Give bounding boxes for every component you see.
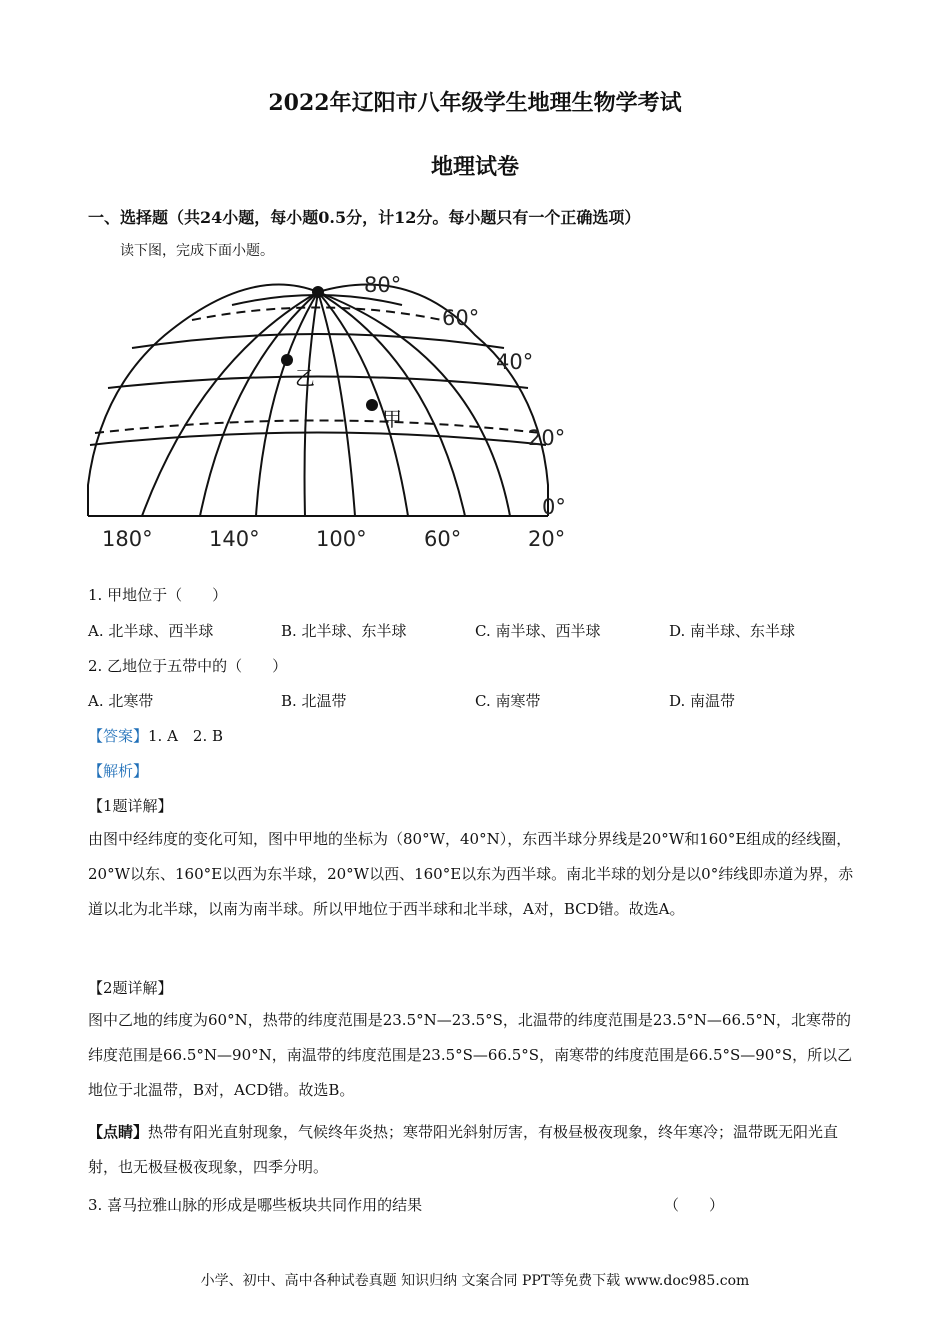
- pole-point: [312, 286, 324, 298]
- meridian-3: [256, 292, 318, 516]
- page-title: 2022年辽阳市八年级学生地理生物学考试: [268, 90, 682, 116]
- lon-label-60: 60°: [424, 527, 462, 551]
- lon-label-20: 20°: [528, 527, 566, 551]
- instruction-text: 读下图，完成下面小题。: [120, 243, 274, 259]
- lat-label-80: 80°: [364, 273, 402, 297]
- meridian-4: [305, 292, 318, 516]
- answer-line: [88, 725, 223, 746]
- q1-option-c: C. 南半球、西半球: [475, 622, 601, 640]
- detail2-tag: 【2题详解】: [88, 979, 173, 997]
- page-footer: 小学、初中、高中各种试卷真题 知识归纳 文案合同 PPT等免费下载 www.doc985.com: [200, 1273, 750, 1289]
- q2-option-d: D. 南温带: [669, 692, 736, 710]
- lon-label-180: 180°: [102, 527, 153, 551]
- q3-stem: 3. 喜马拉雅山脉的形成是哪些板块共同作用的结果: [88, 1196, 423, 1214]
- parallel-30: [108, 377, 528, 389]
- point-yi-marker: [281, 354, 293, 366]
- page-subtitle: 地理试卷: [430, 154, 519, 180]
- lon-label-140: 140°: [209, 527, 260, 551]
- meridian-8: [318, 292, 510, 516]
- parallel-0: [90, 433, 546, 446]
- lat-label-60: 60°: [442, 306, 480, 330]
- lat-label-20: 20°: [528, 426, 566, 450]
- point-yi-label: 乙: [295, 366, 315, 390]
- parallel-40: [132, 334, 504, 348]
- q1-option-a: A. 北半球、西半球: [88, 622, 214, 640]
- detail1-tag: 【1题详解】: [88, 797, 173, 815]
- detail2-text: 图中乙地的纬度为60°N，热带的纬度范围是23.5°N—23.5°S，北温带的纬度范围是23.5°N—66.5°N，北寒带的纬度范围是66.5°N—90°N，南温带的纬度范围是23.5°S—66.5°S，南寒带的纬度范围是66.5°S—90°S，所以乙地位于北温带，B对，ACD错。故选B。: [88, 1011, 853, 1099]
- q1-stem: 1. 甲地位于（ ）: [88, 586, 228, 604]
- tip-paragraph: [88, 1115, 863, 1185]
- lat-label-0: 0°: [542, 495, 566, 519]
- parallel-60: [192, 308, 442, 321]
- point-jia-marker: [366, 399, 378, 411]
- q2-option-a: A. 北寒带: [88, 692, 154, 710]
- tip-text: 热带有阳光直射现象，气候终年炎热；寒带阳光斜射厉害，有极昼极夜现象，终年寒冷；温带既无阳光直射，也无极昼极夜现象，四季分明。: [88, 1123, 839, 1176]
- latlon-grid-figure: [80, 270, 580, 560]
- q3-blank: （ ）: [664, 1196, 725, 1214]
- lat-label-40: 40°: [496, 350, 534, 374]
- q2-option-c: C. 南寒带: [475, 692, 541, 710]
- tip-tag: 【点睛】: [88, 1123, 149, 1141]
- point-jia-label: 甲: [382, 407, 402, 431]
- answer-tag: 【答案】: [88, 727, 149, 745]
- section-heading: 一、选择题（共24小题，每小题0.5分，计12分。每小题只有一个正确选项）: [88, 208, 641, 227]
- analysis-tag: 【解析】: [88, 762, 149, 780]
- q1-option-b: B. 北半球、东半球: [281, 622, 407, 640]
- meridian-1: [142, 292, 318, 516]
- meridian-5: [318, 292, 355, 516]
- q1-option-d: D. 南半球、东半球: [669, 622, 796, 640]
- parallel-20: [95, 421, 541, 434]
- detail1-text: 由图中经纬度的变化可知，图中甲地的坐标为（80°W，40°N），东西半球分界线是20°W和160°E组成的经线圈，20°W以东、160°E以西为东半球，20°W以西、160°E以东为西半球。南北半球的划分是以0°纬线即赤道为界，赤道以北为北半球，以南为南半球。所以甲地位于西半球和北半球，A对，BCD错。故选A。: [88, 830, 854, 918]
- q2-option-b: B. 北温带: [281, 692, 347, 710]
- lon-label-100: 100°: [316, 527, 367, 551]
- answer-text: 1. A 2. B: [148, 727, 224, 745]
- q2-stem: 2. 乙地位于五带中的（ ）: [88, 657, 288, 675]
